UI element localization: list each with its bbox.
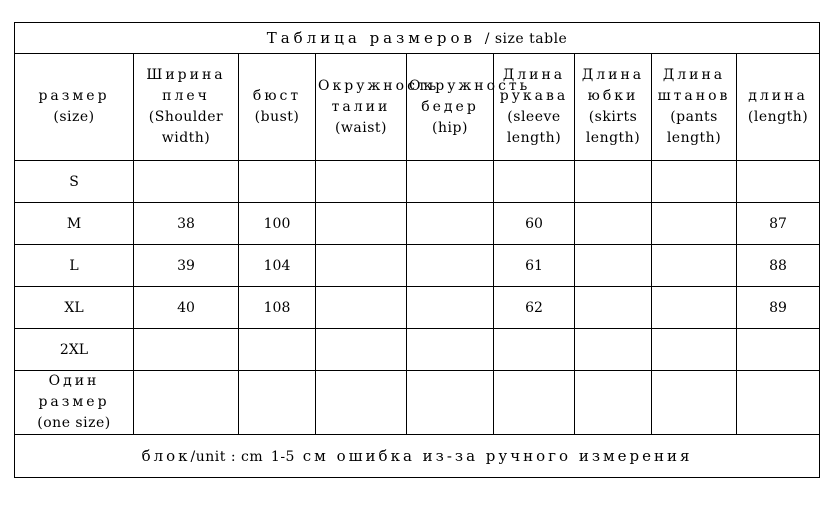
cell-waist bbox=[316, 203, 407, 245]
cell-length: 89 bbox=[737, 287, 820, 329]
header-row bbox=[15, 54, 820, 161]
cell-skirts-length bbox=[575, 161, 652, 203]
size-label: XL bbox=[15, 287, 134, 329]
size-table-container bbox=[14, 22, 819, 478]
cell-bust: 100 bbox=[239, 203, 316, 245]
cell-length bbox=[737, 161, 820, 203]
table-row bbox=[15, 329, 820, 371]
cell-sleeve-length bbox=[494, 371, 575, 435]
table-footer bbox=[15, 435, 820, 478]
cell-length: 87 bbox=[737, 203, 820, 245]
header-pants-length: Длина штанов (pants length) bbox=[652, 54, 737, 161]
cell-length: 88 bbox=[737, 245, 820, 287]
table-row bbox=[15, 287, 820, 329]
table-row bbox=[15, 203, 820, 245]
size-table bbox=[14, 22, 820, 478]
footer-unit-ru: блок bbox=[141, 447, 191, 465]
cell-waist bbox=[316, 245, 407, 287]
cell-waist bbox=[316, 329, 407, 371]
cell-pants-length bbox=[652, 245, 737, 287]
cell-skirts-length bbox=[575, 329, 652, 371]
cell-pants-length bbox=[652, 203, 737, 245]
header-size: размер (size) bbox=[15, 54, 134, 161]
cell-bust bbox=[239, 329, 316, 371]
footer-note: см ошибка из-за ручного измерения bbox=[302, 447, 693, 465]
cell-skirts-length bbox=[575, 245, 652, 287]
cell-shoulder-width bbox=[134, 329, 239, 371]
cell-shoulder-width bbox=[134, 371, 239, 435]
size-label: M bbox=[15, 203, 134, 245]
cell-waist bbox=[316, 161, 407, 203]
table-title bbox=[15, 23, 820, 54]
header-sleeve-length: Длина рукава (sleeve length) bbox=[494, 54, 575, 161]
header-bust: бюст (bust) bbox=[239, 54, 316, 161]
cell-bust bbox=[239, 161, 316, 203]
cell-waist bbox=[316, 371, 407, 435]
table-title-ru: Таблица размеров bbox=[266, 29, 476, 47]
cell-shoulder-width bbox=[134, 161, 239, 203]
header-skirts-length: Длина юбки (skirts length) bbox=[575, 54, 652, 161]
size-label: Один размер (one size) bbox=[15, 371, 134, 435]
cell-shoulder-width: 38 bbox=[134, 203, 239, 245]
cell-sleeve-length: 62 bbox=[494, 287, 575, 329]
cell-bust: 104 bbox=[239, 245, 316, 287]
header-waist: Окружность талии (waist) bbox=[316, 54, 407, 161]
footer-range: 1-5 bbox=[270, 449, 295, 465]
cell-pants-length bbox=[652, 371, 737, 435]
cell-hip bbox=[407, 161, 494, 203]
cell-hip bbox=[407, 245, 494, 287]
table-row bbox=[15, 371, 820, 435]
table-row bbox=[15, 245, 820, 287]
header-hip: Окружность бедер (hip) bbox=[407, 54, 494, 161]
table-row bbox=[15, 161, 820, 203]
cell-sleeve-length bbox=[494, 329, 575, 371]
cell-shoulder-width: 39 bbox=[134, 245, 239, 287]
size-label: 2XL bbox=[15, 329, 134, 371]
cell-length bbox=[737, 329, 820, 371]
cell-skirts-length bbox=[575, 371, 652, 435]
table-title-en: / size table bbox=[484, 31, 568, 47]
cell-hip bbox=[407, 371, 494, 435]
cell-length bbox=[737, 371, 820, 435]
cell-sleeve-length: 60 bbox=[494, 203, 575, 245]
cell-hip bbox=[407, 329, 494, 371]
cell-pants-length bbox=[652, 329, 737, 371]
cell-skirts-length bbox=[575, 203, 652, 245]
cell-bust bbox=[239, 371, 316, 435]
cell-bust: 108 bbox=[239, 287, 316, 329]
cell-shoulder-width: 40 bbox=[134, 287, 239, 329]
size-label: L bbox=[15, 245, 134, 287]
header-length: длина (length) bbox=[737, 54, 820, 161]
cell-waist bbox=[316, 287, 407, 329]
cell-pants-length bbox=[652, 287, 737, 329]
size-label: S bbox=[15, 161, 134, 203]
header-shoulder-width: Ширина плеч (Shoulder width) bbox=[134, 54, 239, 161]
cell-hip bbox=[407, 203, 494, 245]
cell-hip bbox=[407, 287, 494, 329]
cell-sleeve-length bbox=[494, 161, 575, 203]
footer-unit-en: /unit : cm bbox=[190, 449, 264, 465]
cell-sleeve-length: 61 bbox=[494, 245, 575, 287]
cell-skirts-length bbox=[575, 287, 652, 329]
cell-pants-length bbox=[652, 161, 737, 203]
